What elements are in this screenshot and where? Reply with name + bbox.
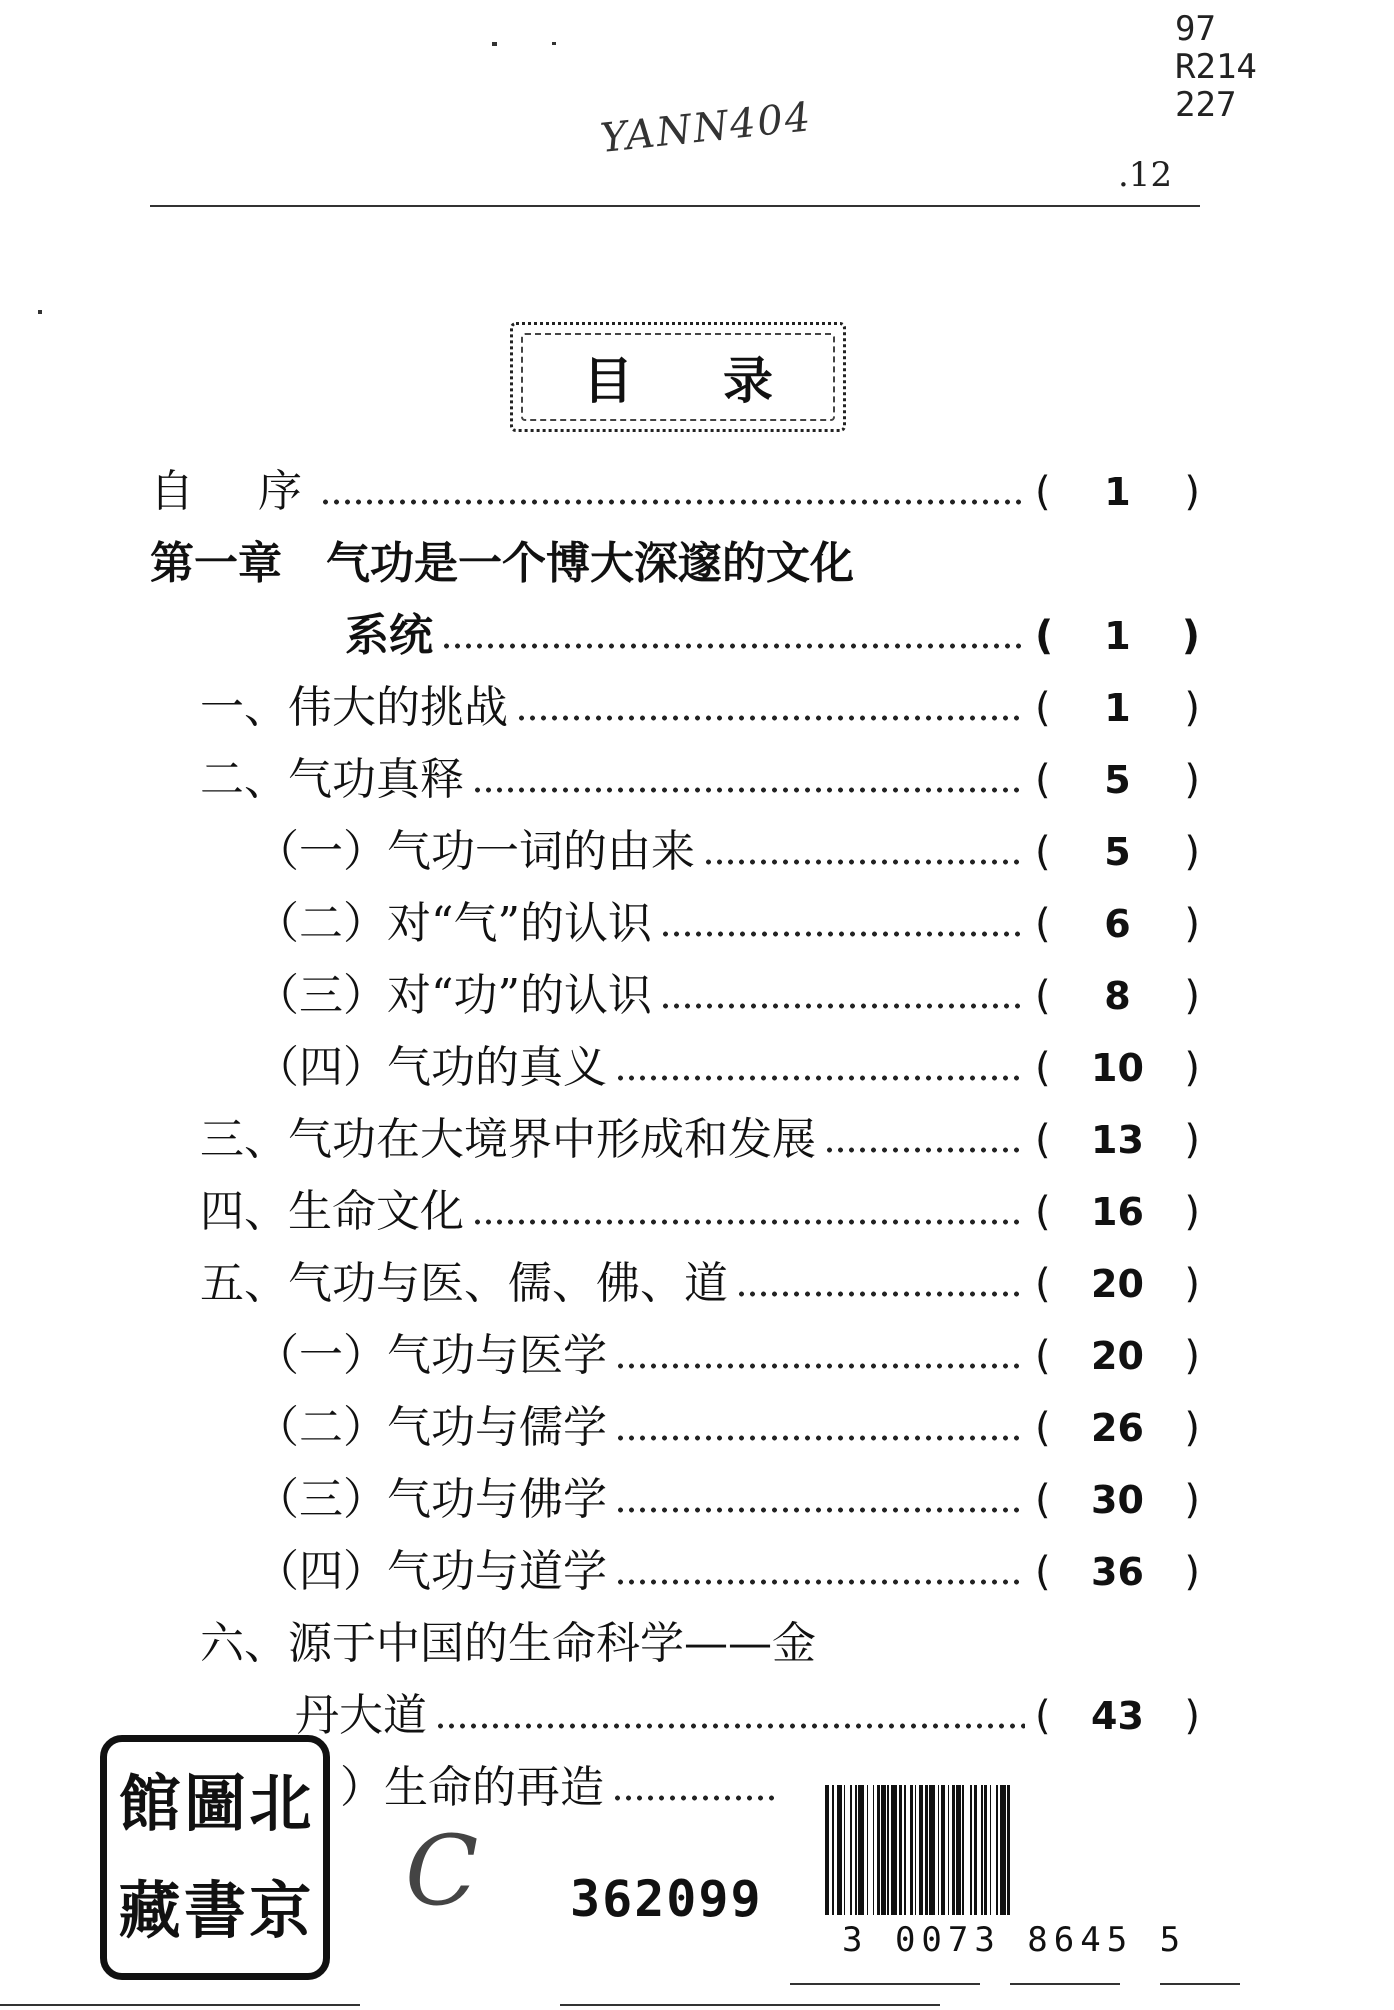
toc-entry (340, 1761, 790, 1815)
call-number-line: 97 (1175, 9, 1216, 49)
toc-entry (200, 1113, 1200, 1167)
dot-leader (615, 1075, 1025, 1081)
toc-page-number: 26 (1091, 1406, 1144, 1450)
dot-leader (612, 1795, 780, 1801)
library-stamp (100, 1735, 330, 1980)
toc-entry-label: （四）气功的真义 (255, 1042, 607, 1093)
toc-entry-label: 一、伟大的挑战 (200, 682, 508, 733)
dot-leader (615, 1435, 1025, 1441)
speck (492, 42, 497, 46)
toc-entry-label: （二）对“气”的认识 (255, 898, 652, 949)
dot-leader (615, 1579, 1025, 1585)
dot-leader (472, 1219, 1025, 1225)
toc-entry-label: 第一章 气功是一个博大深邃的文化 (150, 538, 854, 589)
speck (38, 310, 42, 314)
toc-page-ref: ( 6 ) (1035, 897, 1200, 951)
stamp-char: 館 (118, 1766, 181, 1840)
toc-entry-label: （一）气功一词的由来 (255, 826, 695, 877)
dot-leader (660, 931, 1025, 937)
dot-leader (736, 1291, 1025, 1297)
toc-entry (255, 1545, 1200, 1599)
barcode-gap (1010, 1785, 1011, 1915)
toc-entry-label: （一）气功与医学 (255, 1330, 607, 1381)
toc-entry (255, 825, 1200, 879)
c-mark: C (405, 1815, 479, 1927)
toc-page-number: 16 (1091, 1190, 1144, 1234)
toc-page-ref: ( 8 ) (1035, 969, 1200, 1023)
toc-page-ref: ( 30 ) (1035, 1473, 1200, 1527)
accession-number: 362099 (570, 1870, 763, 1928)
dot-leader (615, 1363, 1025, 1369)
stamp-char: 北 (249, 1766, 312, 1840)
page-mark: .12 (1118, 155, 1173, 195)
stamp-char: 圖 (183, 1766, 246, 1840)
toc-page-ref: ( 1 ) (1035, 681, 1200, 735)
toc-entry-label: 系统 (345, 610, 433, 661)
scan-line (0, 2004, 360, 2006)
toc-page-number: 1 (1104, 614, 1131, 658)
call-number-line: 227 (1175, 85, 1237, 125)
toc-entry (150, 465, 1200, 519)
toc-entry (255, 1401, 1200, 1455)
dot-leader (824, 1147, 1025, 1153)
toc-entry (200, 1257, 1200, 1311)
toc-entry-label: 丹大道 (295, 1690, 427, 1741)
toc-entry-label: 三、气功在大境界中形成和发展 (200, 1114, 816, 1165)
toc-page-number: 13 (1091, 1118, 1144, 1162)
toc-entry (200, 681, 1200, 735)
toc-page-ref: ( 20 ) (1035, 1257, 1200, 1311)
toc-entry-label: （三）对“功”的认识 (255, 970, 652, 1021)
barcode-number: 3 0073 8645 5 (842, 1920, 1187, 1960)
toc-entry-label: ）生命的再造 (340, 1762, 604, 1813)
toc-entry-label: （四）气功与道学 (255, 1546, 607, 1597)
scan-line (1010, 1983, 1120, 1985)
toc-page-ref: ( 20 ) (1035, 1329, 1200, 1383)
toc-entry (255, 1329, 1200, 1383)
toc-page-number: 10 (1091, 1046, 1144, 1090)
dot-leader (703, 859, 1025, 865)
toc-page-number: 5 (1104, 758, 1131, 802)
speck (552, 42, 556, 45)
toc-page-ref: ( 1 ) (1035, 465, 1200, 519)
toc-page-number: 36 (1091, 1550, 1144, 1594)
toc-entry-label: 自 序 (150, 466, 312, 517)
toc-entry-label: （三）气功与佛学 (255, 1474, 607, 1525)
toc-page-number: 5 (1104, 830, 1131, 874)
toc-title-frame (510, 322, 863, 432)
toc-page-number: 20 (1091, 1334, 1144, 1378)
toc-entry (255, 1041, 1200, 1095)
toc-page-ref: ( 43 ) (1035, 1689, 1200, 1743)
barcode (825, 1785, 1215, 1915)
toc-entry (345, 609, 1200, 663)
toc-entry (295, 1689, 1200, 1743)
toc-entry-label: 五、气功与医、儒、佛、道 (200, 1258, 728, 1309)
dot-leader (441, 643, 1025, 649)
dot-leader (435, 1723, 1025, 1729)
toc-page-ref: ( 5 ) (1035, 753, 1200, 807)
toc-page-number: 1 (1104, 470, 1131, 514)
dot-leader (660, 1003, 1025, 1009)
dot-leader (320, 499, 1025, 505)
toc-entry (200, 1617, 816, 1671)
handwritten-note: YANN404 (598, 94, 815, 162)
toc-page-ref: ( 16 ) (1035, 1185, 1200, 1239)
toc-entry (255, 969, 1200, 1023)
stamp-char: 藏 (118, 1874, 181, 1948)
scan-line (1160, 1983, 1240, 1985)
scan-line (790, 1983, 980, 1985)
stamp-char: 京 (249, 1874, 312, 1948)
dot-leader (516, 715, 1025, 721)
toc-page-number: 6 (1104, 902, 1131, 946)
toc-entry (150, 537, 854, 591)
call-number (1175, 10, 1257, 124)
toc-page-number: 30 (1091, 1478, 1144, 1522)
call-number-line: R214 (1175, 47, 1257, 87)
toc-entry-label: 六、源于中国的生命科学——金 (200, 1618, 816, 1669)
toc-page-ref: ( 1 ) (1035, 609, 1200, 663)
dot-leader (472, 787, 1025, 793)
scan-line (560, 2004, 940, 2006)
toc-page-ref: ( 26 ) (1035, 1401, 1200, 1455)
toc-page-number: 1 (1104, 686, 1131, 730)
toc-entry-label: 二、气功真释 (200, 754, 464, 805)
toc-entry-label: （二）气功与儒学 (255, 1402, 607, 1453)
toc-page-number: 8 (1104, 974, 1131, 1018)
toc-title: 目录 (583, 352, 863, 410)
toc-entry (255, 1473, 1200, 1527)
stamp-char: 書 (183, 1874, 246, 1948)
toc-page-ref: ( 36 ) (1035, 1545, 1200, 1599)
toc-page-number: 43 (1091, 1694, 1144, 1738)
dot-leader (615, 1507, 1025, 1513)
toc-page-ref: ( 5 ) (1035, 825, 1200, 879)
toc-entry-label: 四、生命文化 (200, 1186, 464, 1237)
header-rule (150, 205, 1200, 207)
toc-page-ref: ( 10 ) (1035, 1041, 1200, 1095)
toc-entry (200, 753, 1200, 807)
toc-entry (255, 897, 1200, 951)
toc-page-number: 20 (1091, 1262, 1144, 1306)
toc-entry (200, 1185, 1200, 1239)
toc-page-ref: ( 13 ) (1035, 1113, 1200, 1167)
